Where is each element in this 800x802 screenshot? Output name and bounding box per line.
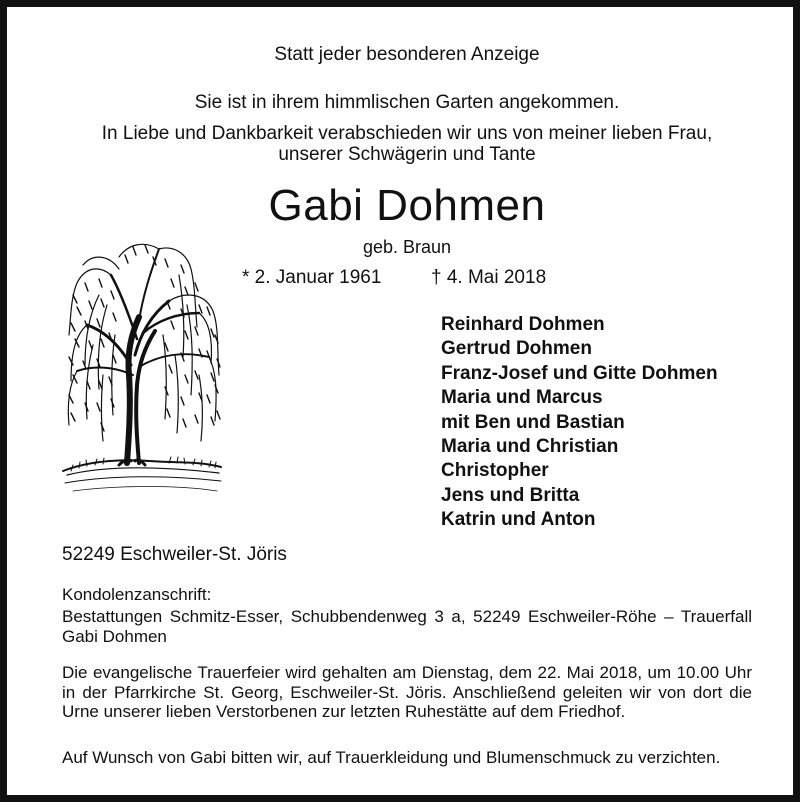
deceased-name: Gabi Dohmen <box>268 181 546 230</box>
mourner-name: Katrin und Anton <box>441 509 596 531</box>
service-details: Die evangelische Trauerfeier wird gehalten am Dienstag, dem 22. Mai 2018, um 10.00 Uhr in der Pfarrkirche St. Georg, Eschweiler-St. Jöris. Anschließend geleiten wir von dort die Urne unserer lieben Verstorbenen zur letzten Ruhestätte auf dem Friedhof. <box>62 663 752 722</box>
mourner-name: Christopher <box>441 460 549 482</box>
mourner-name: mit Ben und Bastian <box>441 411 625 433</box>
mourner-name: Maria und Christian <box>441 436 619 458</box>
mourner-name: Reinhard Dohmen <box>441 314 605 335</box>
mourner-name: Franz-Josef und Gitte Dohmen <box>441 362 718 384</box>
maiden-name: geb. Braun <box>362 237 452 257</box>
death-date: † 4. Mai 2018 <box>431 267 547 288</box>
mourner-name: Jens und Britta <box>441 484 580 506</box>
birth-date: * 2. Januar 1961 <box>242 267 382 288</box>
residence-location: 52249 Eschweiler-St. Jöris <box>62 544 287 565</box>
mourner-name: Maria und Marcus <box>441 387 603 409</box>
intro-line-2: unserer Schwägerin und Tante <box>278 144 536 165</box>
preface-line: Statt jeder besonderen Anzeige <box>274 44 540 65</box>
intro-line-1: In Liebe und Dankbarkeit verabschieden wir uns von meiner lieben Frau, <box>101 123 713 144</box>
mourners-list <box>441 313 718 533</box>
condolence-address: Bestattungen Schmitz-Esser, Schubbendenweg 3 a, 52249 Eschweiler-Röhe – Trauerfall Gabi Dohmen <box>62 607 752 646</box>
weeping-willow-icon <box>59 235 227 497</box>
condolence-heading: Kondolenzanschrift: <box>62 585 212 604</box>
quote-line: Sie ist in ihrem himmlischen Garten angekommen. <box>194 92 620 113</box>
request-note: Auf Wunsch von Gabi bitten wir, auf Trauerkleidung und Blumenschmuck zu verzichten. <box>62 748 721 767</box>
mourner-name: Gertrud Dohmen <box>441 338 592 360</box>
